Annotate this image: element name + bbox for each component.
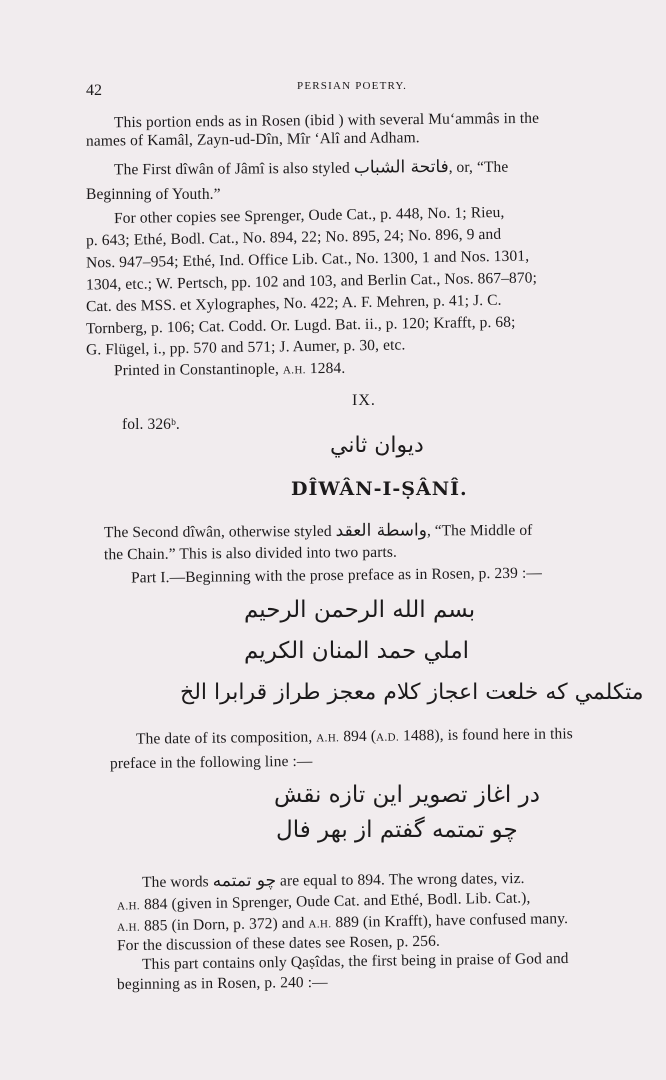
para7-line2: beginning as in Rosen, p. 240 :— — [116, 973, 328, 994]
para1-line2: names of Kamâl, Zayn-ud-Dîn, Mîr ‘Alî and Adham. — [85, 129, 420, 150]
para3-line4: 1304, etc.; W. Pertsch, pp. 102 and 103, and Berlin Cat., Nos. 867–870; — [85, 269, 538, 294]
para5-line1 — [136, 725, 573, 748]
para4-persian-phrase: واسطة العقد — [335, 520, 427, 541]
para3-line6: Tornberg, p. 106; Cat. Codd. Or. Lugd. Bat. ii., p. 120; Krafft, p. 68; — [85, 313, 516, 338]
running-title: PERSIAN POETRY. — [297, 80, 408, 92]
section-title-latin: DÎWÂN-I-ṢÂNÎ. — [291, 478, 468, 500]
para3-line5: Cat. des MSS. et Xylographes, No. 422; A. F. Mehren, p. 41; J. C. — [85, 291, 502, 316]
verse1-line2: املي حمد المنان الكريم — [244, 638, 470, 664]
verse1-line1: بسم الله الرحمن الرحيم — [244, 597, 476, 623]
para2-line2: Beginning of Youth.” — [86, 186, 221, 203]
folio-reference: fol. 326ᵇ. — [122, 416, 180, 433]
para3-line7: G. Flügel, i., pp. 570 and 571; J. Aumer, p. 30, etc. — [85, 336, 406, 359]
para5-text-b: 894 ( — [343, 727, 377, 746]
para2-text-b: , or, “The — [448, 158, 509, 177]
para3-line3: Nos. 947–954; Ethé, Ind. Office Lib. Cat., No. 1300, 1 and Nos. 1301, — [85, 247, 530, 272]
section-title-persian: ديوان ثاني — [330, 433, 424, 458]
para6-text-a: The words — [141, 873, 209, 892]
para4-text-a: The Second dîwân, otherwise styled — [103, 522, 332, 542]
para4-line3: Part I.—Beginning with the prose preface as in Rosen, p. 239 :— — [130, 564, 543, 587]
para6-line3-text-b: 889 (in Krafft), have confused many. — [335, 910, 569, 932]
para5-ah-abbrev: A.H. — [316, 732, 340, 745]
para3-printed-text: Printed in Constantinople, — [113, 360, 280, 380]
para5-ad-abbrev: A.D. — [375, 731, 400, 744]
para3-line8 — [114, 360, 345, 380]
para7-line1: This part contains only Qaṣîdas, the first being in praise of God and — [141, 950, 569, 973]
para3-year: 1284. — [309, 359, 346, 378]
para2-persian-phrase: فاتحة الشباب — [353, 157, 449, 178]
para1-line1: This portion ends as in Rosen (ibid ) with several Mu‘ammâs in the — [113, 109, 540, 132]
para5-text-a: The date of its composition, — [135, 728, 313, 748]
para6-line2-text: 884 (given in Sprenger, Oude Cat. and Ethé, Bodl. Lib. Cat.), — [143, 889, 531, 914]
para4-line2: the Chain.” This is also divided into two parts. — [103, 543, 398, 564]
para4-line1 — [104, 520, 533, 542]
verse2-line2: چو تمتمه گفتم از بهر فال — [276, 817, 518, 843]
para4-text-b: , “The Middle of — [426, 521, 533, 540]
para2-text-a: The First dîwân of Jâmî is also styled — [113, 159, 350, 179]
para6-persian-phrase: چو تمتمه — [212, 870, 277, 892]
para6-line1 — [142, 868, 525, 892]
para3-line1: For other copies see Sprenger, Oude Cat., p. 448, No. 1; Rieu, — [113, 203, 505, 228]
section-numeral: IX. — [352, 392, 376, 409]
para6-line3-text-a: 885 (in Dorn, p. 372) and — [143, 914, 305, 935]
para6-line3 — [117, 910, 568, 936]
para6-text-b: are equal to 894. The wrong dates, viz. — [279, 869, 525, 890]
para2-line1 — [114, 157, 508, 180]
verse1-line3: متكلمي كه خلعت اعجاز كلام معجز طراز قرابرا الخ — [180, 680, 644, 705]
para5-text-c: 1488), is found here in this — [402, 725, 573, 745]
para3-line2: p. 643; Ethé, Bodl. Cat., No. 894, 22; No. 895, 24; No. 896, 9 and — [85, 225, 502, 250]
page-number: 42 — [86, 82, 102, 99]
verse2-line1: در اغاز تصوير اين تازه نقش — [274, 782, 540, 808]
para6-line4: For the discussion of these dates see Rosen, p. 256. — [116, 932, 441, 955]
para6-ah-abbrev-3: A.H. — [308, 918, 332, 931]
para6-ah-abbrev-1: A.H. — [116, 900, 141, 913]
para3-ah-abbrev: A.H. — [282, 364, 306, 377]
para6-ah-abbrev-2: A.H. — [116, 921, 141, 934]
para5-line2: preface in the following line :— — [109, 752, 313, 773]
